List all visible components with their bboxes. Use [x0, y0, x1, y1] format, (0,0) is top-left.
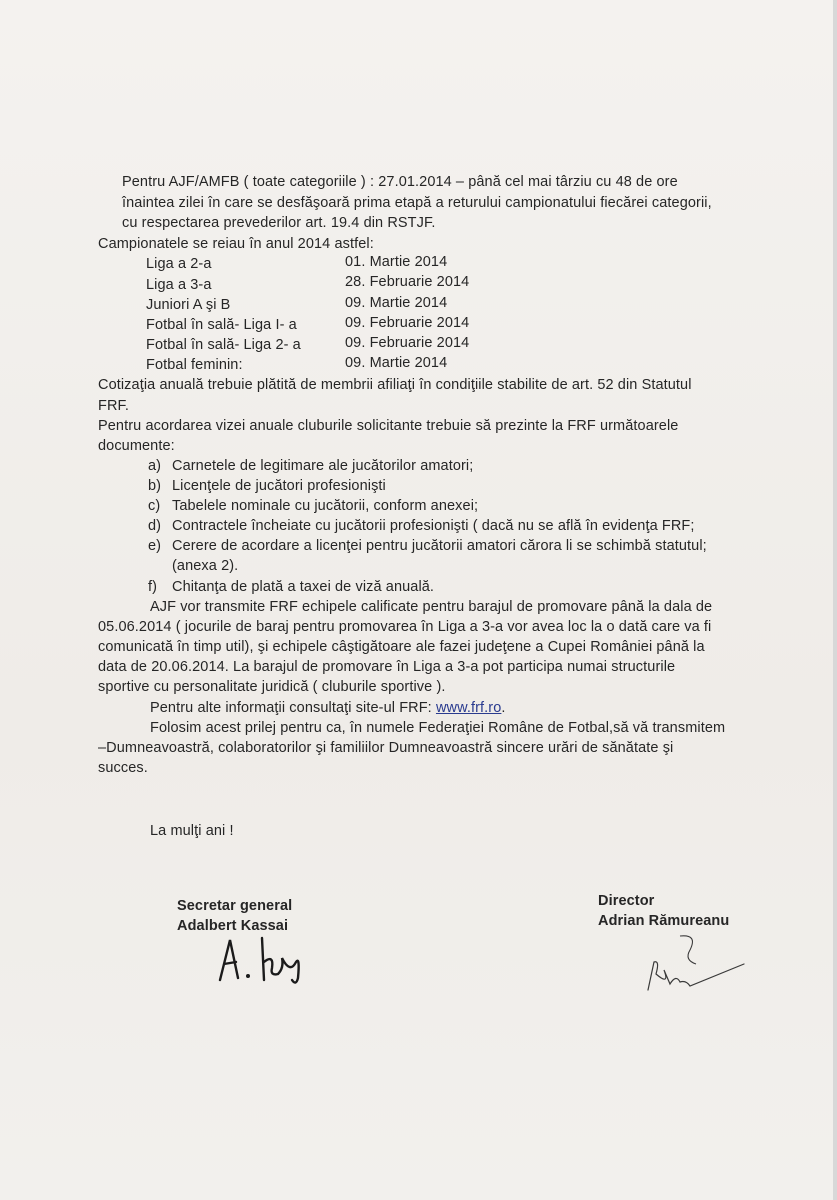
bleed-through-text: [390, 80, 396, 106]
left-signatory-name: Adalbert Kassai: [177, 918, 289, 934]
paragraph-ajf-line-5: sportive cu personalitate juridică ( cluburile sportive ).: [98, 679, 446, 695]
list-item-marker: c): [148, 498, 161, 514]
paragraph-visa-line-2: documente:: [98, 438, 175, 454]
list-item-text: Carnetele de legitimare ale jucătorilor amatori;: [172, 458, 474, 474]
list-item-text: Tabelele nominale cu jucătorii, conform anexei;: [172, 498, 479, 514]
paragraph-visa-line-1: Pentru acordarea vizei anuale cluburile solicitante trebuie să prezinte la FRF următoarele: [98, 418, 679, 434]
paragraph-ajf-line-4: data de 20.06.2014. La barajul de promovare în Liga a 3-a pot participa numai structurile: [98, 659, 676, 675]
list-item-text: Contractele încheiate cu jucătorii profesionişti ( dacă nu se află în evidenţa FRF;: [172, 518, 695, 534]
schedule-intro: Campionatele se reiau în anul 2014 astfel:: [98, 236, 374, 252]
schedule-date: 09. Martie 2014: [345, 295, 448, 311]
paragraph-closing-line-1: Folosim acest prilej pentru ca, în numele Federaţiei Române de Fotbal,să vă transmitem: [150, 720, 726, 736]
frf-website-link[interactable]: www.frf.ro: [435, 700, 502, 716]
schedule-competition: Fotbal în sală- Liga 2- a: [146, 337, 301, 353]
list-item-marker: b): [148, 478, 162, 494]
paragraph-deadline-line-3: cu respectarea prevederilor art. 19.4 din RSTJF.: [122, 215, 436, 231]
schedule-date: 09. Martie 2014: [345, 355, 448, 371]
paragraph-closing-line-2: –Dumneavoastră, colaboratorilor şi familiilor Dumneavoastră sincere urări de sănătate şi: [98, 740, 674, 756]
schedule-date: 09. Februarie 2014: [345, 315, 470, 331]
paragraph-ajf-line-3: comunicată în timp util), şi echipele câştigătoare ale fazei judeţene a Cupei României până la: [98, 639, 705, 655]
list-item-text: Cerere de acordare a licenţei pentru jucătorii amatori cărora li se schimbă statutul;: [172, 538, 707, 554]
schedule-date: 28. Februarie 2014: [345, 274, 470, 290]
list-item-text: Licenţele de jucători profesionişti: [172, 478, 386, 494]
paragraph-fee-line-2: FRF.: [98, 398, 130, 414]
schedule-competition: Fotbal în sală- Liga I- a: [146, 317, 297, 333]
schedule-date: 09. Februarie 2014: [345, 335, 470, 351]
left-signatory-title: Secretar general: [177, 898, 293, 914]
paragraph-info-end: .: [501, 700, 506, 716]
list-item-marker: f): [148, 579, 158, 595]
paragraph-deadline-line-2: înaintea zilei în care se desfăşoară prima etapă a returului campionatului fiecărei categorii,: [122, 195, 712, 211]
right-handwritten-signature: [640, 930, 750, 1000]
list-item-marker: e): [148, 538, 162, 554]
paragraph-info: [150, 698, 506, 718]
list-item-marker: a): [148, 458, 162, 474]
right-signatory-title: Director: [598, 893, 655, 909]
schedule-competition: Liga a 2-a: [146, 256, 212, 272]
paragraph-deadline-line-1: Pentru AJF/AMFB ( toate categoriile ) : 27.01.2014 – până cel mai târziu cu 48 de ore: [122, 174, 678, 190]
list-item-marker: d): [148, 518, 162, 534]
right-signatory-name: Adrian Rămureanu: [598, 913, 730, 929]
schedule-competition: Fotbal feminin:: [146, 357, 243, 373]
paragraph-closing-line-3: succes.: [98, 760, 148, 776]
list-item-text: Chitanţa de plată a taxei de viză anuală.: [172, 579, 435, 595]
list-item-text-continued: (anexa 2).: [172, 558, 239, 574]
paragraph-fee-line-1: Cotizaţia anuală trebuie plătită de membrii afiliaţi în condiţiile stabilite de art. 52 din Statutul: [98, 377, 692, 393]
paragraph-ajf-line-1: AJF vor transmite FRF echipele calificate pentru barajul de promovare până la dala de: [150, 599, 713, 615]
paragraph-info-text: Pentru alte informaţii consultaţi site-ul FRF:: [150, 700, 436, 716]
scan-edge: [833, 0, 837, 1200]
paragraph-ajf-line-2: 05.06.2014 ( jocurile de baraj pentru promovarea în Liga a 3-a vor avea loc la o dată care va fi: [98, 619, 712, 635]
greeting: La mulţi ani !: [150, 823, 234, 839]
schedule-competition: Liga a 3-a: [146, 277, 212, 293]
schedule-date: 01. Martie 2014: [345, 254, 448, 270]
schedule-competition: Juniori A şi B: [146, 297, 231, 313]
left-handwritten-signature: [212, 928, 322, 988]
